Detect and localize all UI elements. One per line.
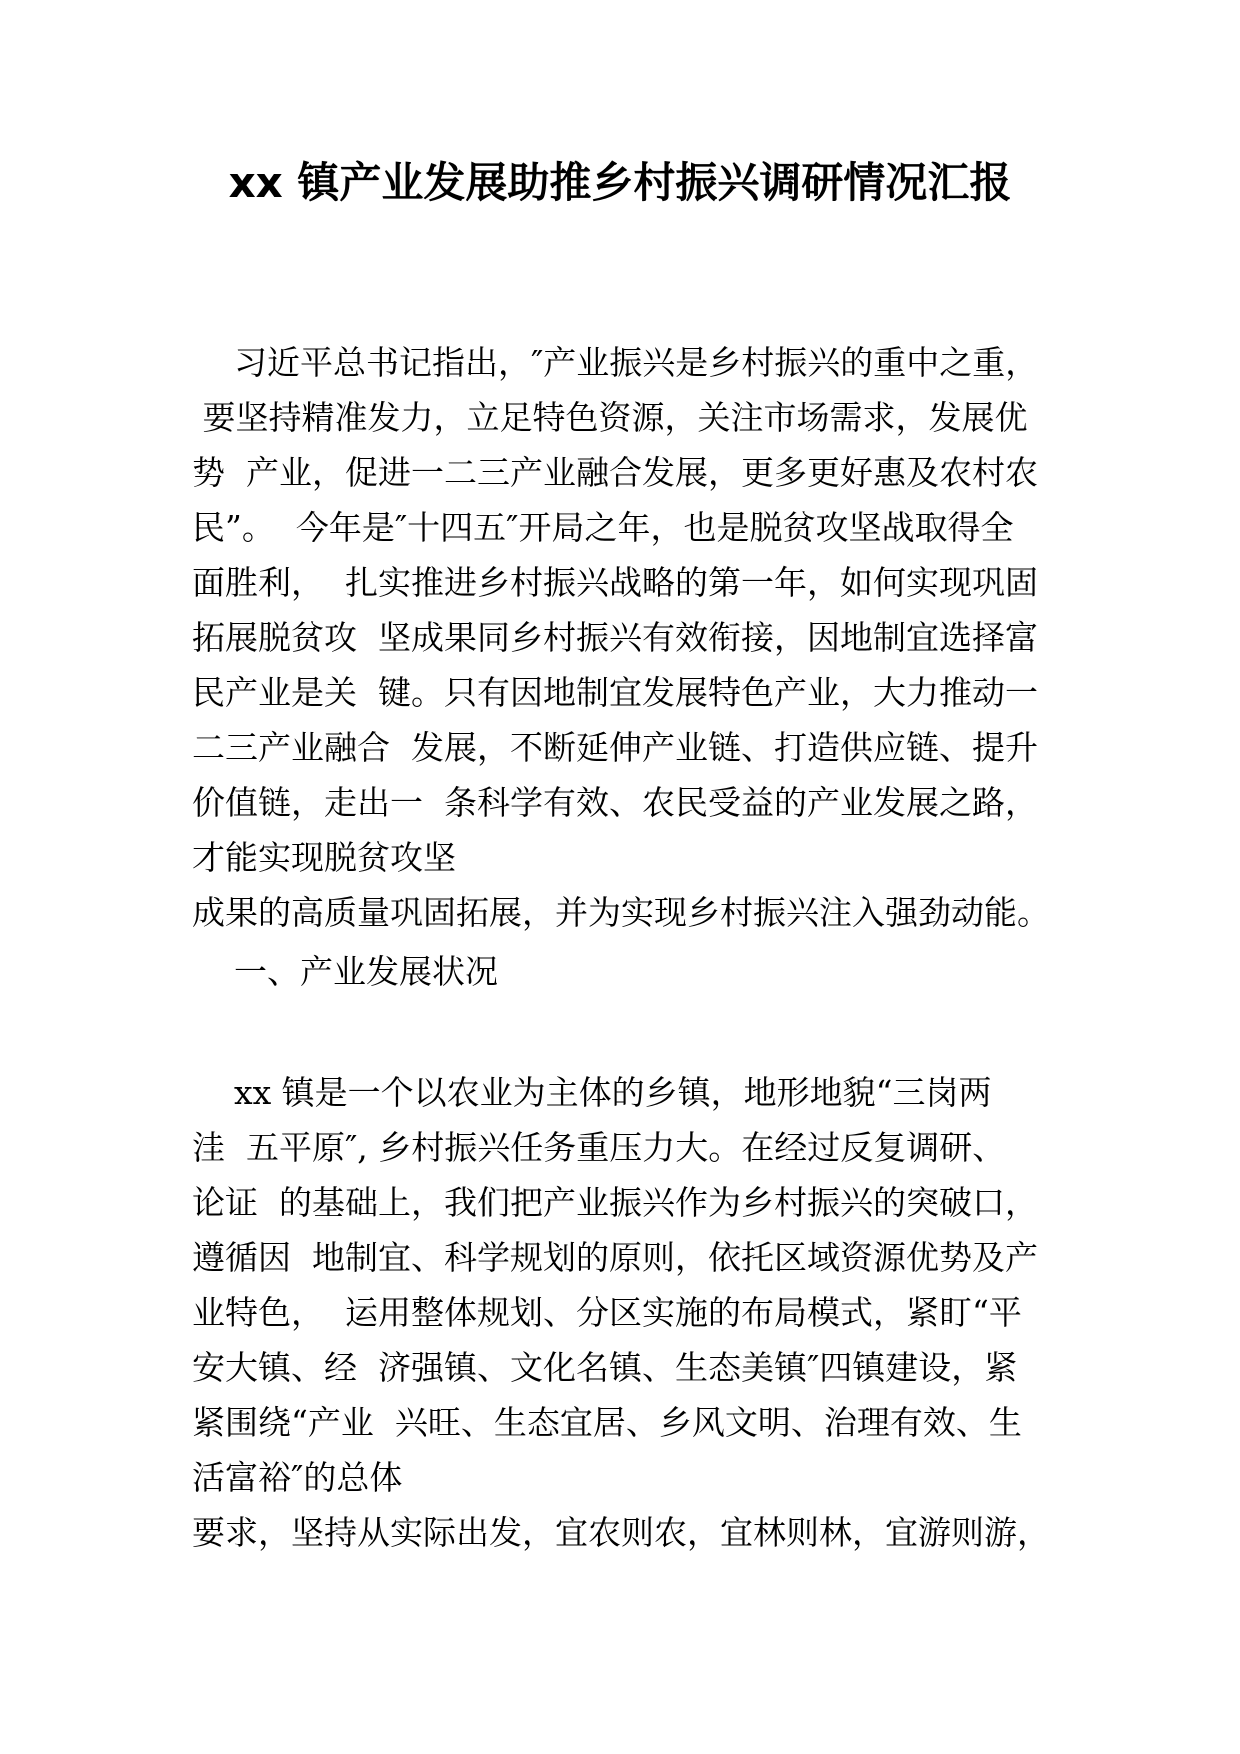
paragraph-line: 遵循因 地制宜、科学规划的原则，依托区域资源优势及产 xyxy=(192,1238,1038,1277)
paragraph-line: 民产业是关 键。只有因地制宜发展特色产业，大力推动一 xyxy=(192,673,1038,712)
paragraph-line: 二三产业融合 发展，不断延伸产业链、打造供应链、提升 xyxy=(192,728,1038,767)
paragraph-line: 面胜利， 扎实推进乡村振兴战略的第一年，如何实现巩固 xyxy=(192,563,1038,602)
paragraph-line: 活富裕″的总体 xyxy=(192,1458,403,1497)
paragraph-line: 要坚持精准发力，立足特色资源，关注市场需求，发展优 xyxy=(192,398,1028,437)
paragraph-line: 紧围绕“产业 兴旺、生态宜居、乡风文明、治理有效、生 xyxy=(192,1403,1022,1442)
paragraph-line: 民”。 今年是″十四五″开局之年，也是脱贫攻坚战取得全 xyxy=(192,508,1014,547)
paragraph-line: 才能实现脱贫攻坚 xyxy=(192,838,456,877)
paragraph-line: 洼 五平原″, 乡村振兴任务重压力大。在经过反复调研、 xyxy=(192,1128,1006,1167)
paragraph-line: 业特色， 运用整体规划、分区实施的布局模式，紧盯“平 xyxy=(192,1293,1022,1332)
paragraph-line: 论证 的基础上，我们把产业振兴作为乡村振兴的突破口， xyxy=(192,1183,1038,1222)
paragraph-line: 要求，坚持从实际出发，宜农则农，宜林则林，宜游则游， xyxy=(192,1513,1050,1552)
paragraph-line: 习近平总书记指出，″产业振兴是乡村振兴的重中之重， xyxy=(192,343,1039,382)
paragraph-line: 拓展脱贫攻 坚成果同乡村振兴有效衔接，因地制宜选择富 xyxy=(192,618,1038,657)
paragraph-line: 价值链，走出一 条科学有效、农民受益的产业发展之路， xyxy=(192,783,1038,822)
section-heading xyxy=(192,944,1092,999)
paragraph-line: 势 产业，促进一二三产业融合发展，更多更好惠及农村农 xyxy=(192,453,1038,492)
paragraph-section-1 xyxy=(192,1065,1092,1560)
paragraph-line: 成果的高质量巩固拓展，并为实现乡村振兴注入强劲动能。 xyxy=(192,893,1050,932)
paragraph-line: 安大镇、经 济强镇、文化名镇、生态美镇″四镇建设，紧 xyxy=(192,1348,1018,1387)
section-heading-text: 一、产业发展状况 xyxy=(192,952,498,991)
paragraph-line: xx 镇是一个以农业为主体的乡镇，地形地貌“三岗两 xyxy=(192,1073,992,1112)
document-title: xx 镇产业发展助推乡村振兴调研情况汇报 xyxy=(228,158,1012,207)
paragraph-intro xyxy=(192,335,1092,940)
